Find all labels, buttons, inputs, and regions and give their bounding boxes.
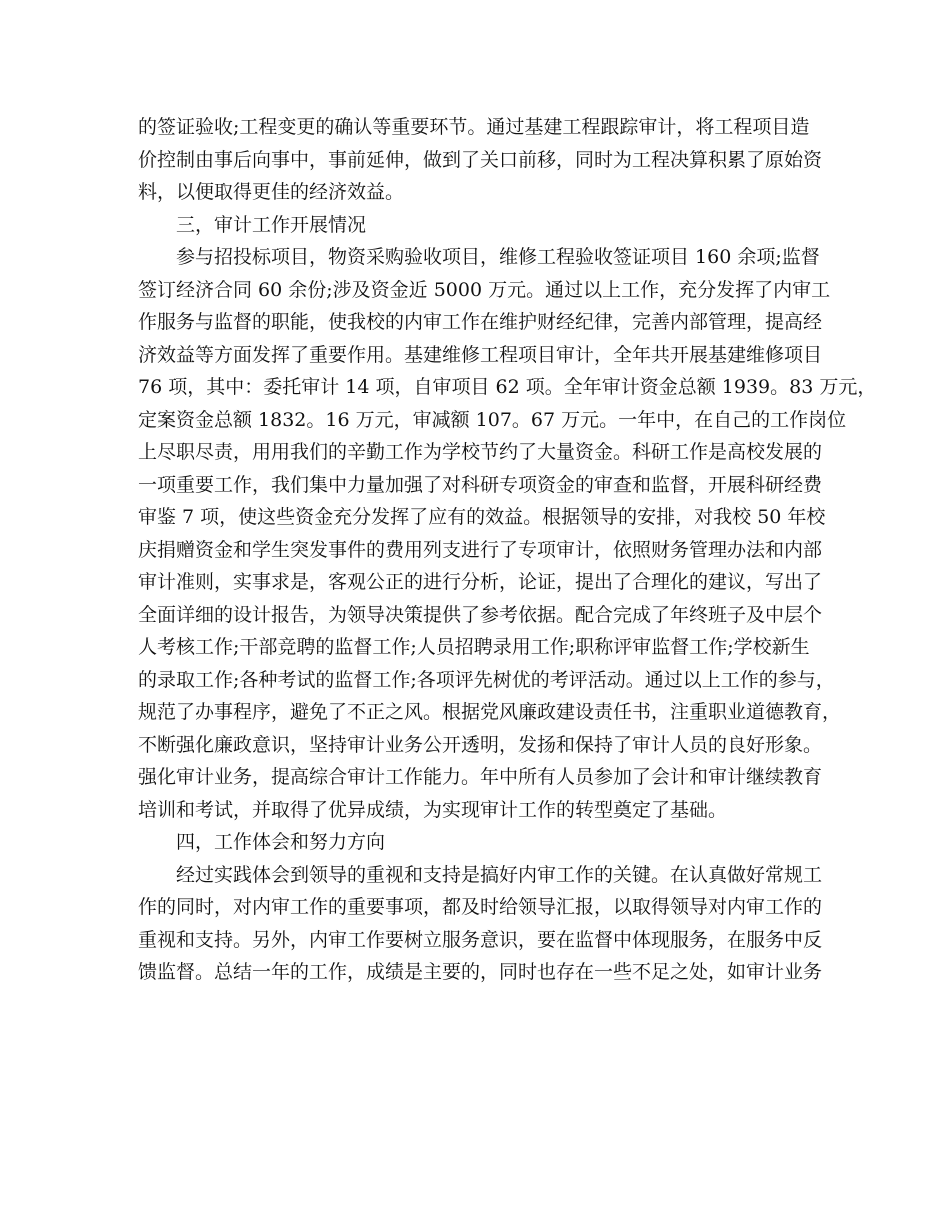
text-line: 重视和支持。另外，内审工作要树立服务意识，要在监督中体现服务，在服务中反 [138, 928, 823, 951]
text-line: 签订经济合同 60 余份;涉及资金近 5000 万元。通过以上工作，充分发挥了内审工 [138, 278, 831, 301]
text-line: 参与招投标项目，物资采购验收项目，维修工程验收签证项目 160 余项;监督 [176, 246, 820, 268]
text-line: 审计准则，实事求是，客观公正的进行分析，论证，提出了合理化的建议，写出了 [138, 571, 823, 593]
text-line: 的签证验收;工程变更的确认等重要环节。通过基建工程跟踪审计，将工程项目造 [138, 116, 810, 138]
text-line: 的录取工作;各种考试的监督工作;各项评先树优的考评活动。通过以上工作的参与， [138, 668, 835, 691]
text-line: 不断强化廉政意识，坚持审计业务公开透明，发扬和保持了审计人员的良好形象。 [138, 733, 823, 756]
text-line: 庆捐赠资金和学生突发事件的费用列支进行了专项审计，依照财务管理办法和内部 [138, 538, 823, 561]
text-line: 馈监督。总结一年的工作，成绩是主要的，同时也存在一些不足之处，如审计业务 [138, 961, 823, 983]
text-line: 价控制由事后向事中，事前延伸，做到了关口前移，同时为工程决算积累了原始资 [138, 148, 823, 171]
text-line: 76 项，其中：委托审计 14 项，自审项目 62 项。全年审计资金总额 1939。83 万元， [138, 376, 877, 398]
text-line: 经过实践体会到领导的重视和支持是搞好内审工作的关键。在认真做好常规工 [176, 863, 823, 886]
body-text [138, 111, 877, 989]
text-line: 强化审计业务，提高综合审计工作能力。年中所有人员参加了会计和审计继续教育 [138, 766, 823, 788]
text-line: 人考核工作;干部竞聘的监督工作;人员招聘录用工作;职称评审监督工作;学校新生 [138, 636, 810, 658]
text-line: 规范了办事程序，避免了不正之风。根据党风廉政建设责任书，注重职业道德教育， [138, 701, 842, 723]
text-line: 一项重要工作，我们集中力量加强了对科研专项资金的审查和监督，开展科研经费 [138, 473, 823, 496]
text-line: 培训和考试，并取得了优异成绩，为实现审计工作的转型奠定了基础。 [138, 798, 728, 821]
text-line: 作的同时，对内审工作的重要事项，都及时给领导汇报，以取得领导对内审工作的 [138, 896, 823, 918]
text-line: 料，以便取得更佳的经济效益。 [138, 181, 405, 203]
text-line: 定案资金总额 1832。16 万元，审减额 107。67 万元。一年中，在自己的工作岗位 [138, 408, 847, 431]
text-line: 作服务与监督的职能，使我校的内审工作在维护财经纪律，完善内部管理，提高经 [138, 311, 823, 333]
text-line: 济效益等方面发挥了重要作用。基建维修工程项目审计，全年共开展基建维修项目 [138, 343, 823, 366]
text-line: 全面详细的设计报告，为领导决策提供了参考依据。配合完成了年终班子及中层个 [138, 603, 823, 626]
text-line: 上尽职尽责，用用我们的辛勤工作为学校节约了大量资金。科研工作是高校发展的 [138, 441, 823, 463]
text-line: 审鉴 7 项，使这些资金充分发挥了应有的效益。根据领导的安排，对我校 50 年校 [138, 506, 826, 528]
section-heading-4: 四，工作体会和努力方向 [176, 831, 386, 853]
section-heading-3: 三，审计工作开展情况 [176, 213, 367, 236]
